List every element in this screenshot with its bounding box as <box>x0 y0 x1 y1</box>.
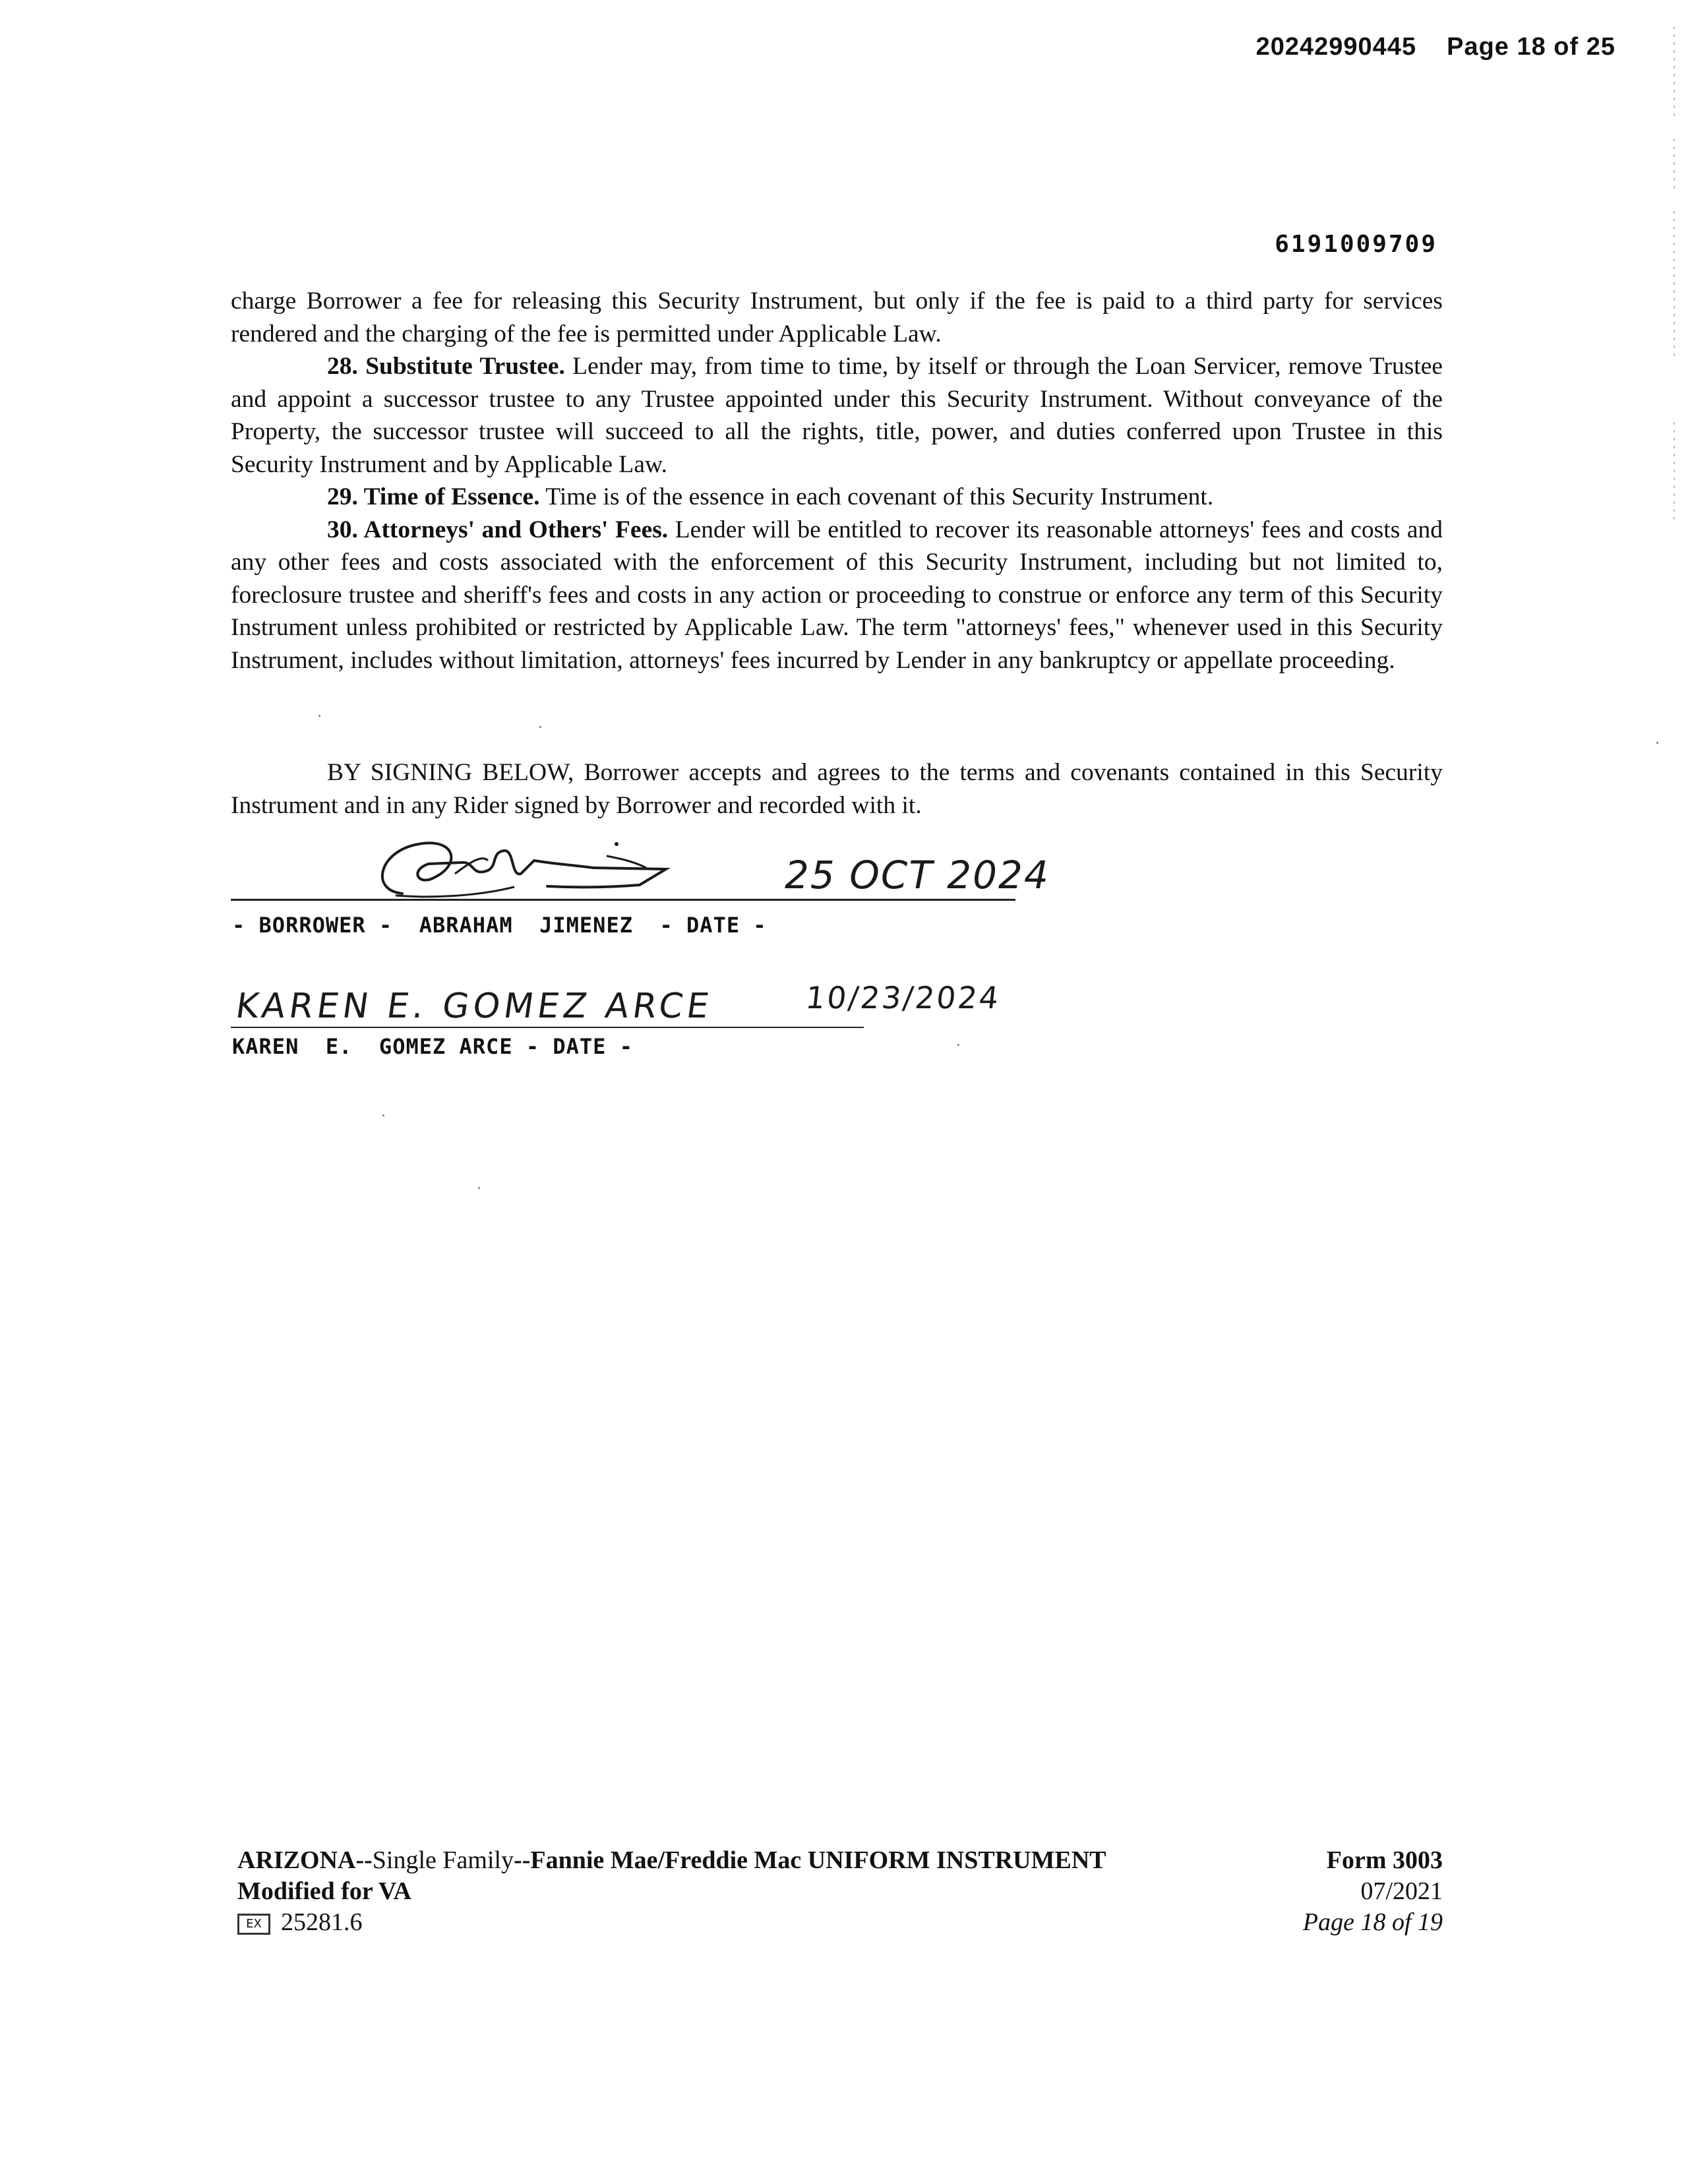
scan-speck <box>539 726 541 728</box>
scan-speck <box>382 1114 384 1116</box>
section-30-text: Lender will be entitled to recover its reasonable attorneys' fees and costs and any other fees and costs associated with the enforcement of this Security Instrument, including but not limited to, foreclosure trustee and sheriff's fees and costs in any action or proceeding to construe or enforce any term of this Security Instrument unless prohibited or restricted by Applicable Law. The term "attorneys' fees," whenever used in this Security Instrument, includes without limitation, attorneys' fees incurred by Lender in any bankruptcy or appellate proceeding. <box>231 516 1443 674</box>
footer-state: ARIZONA <box>237 1846 356 1874</box>
section-30 <box>231 514 1443 677</box>
footer-instrument: Fannie Mae/Freddie Mac UNIFORM INSTRUMENT <box>530 1846 1106 1874</box>
scan-edge-mark <box>1673 26 1675 119</box>
borrower-1-signature-line <box>231 899 1015 901</box>
footer-form-page-text: Page 18 of 19 <box>1302 1908 1443 1936</box>
scan-speck <box>318 715 320 717</box>
footer-doc-code: 25281.6 <box>281 1908 363 1936</box>
section-29 <box>231 481 1443 514</box>
borrower-signature-1 <box>356 824 725 910</box>
signing-statement <box>231 756 1443 822</box>
scan-speck <box>957 1044 959 1046</box>
footer-form-page <box>1303 1907 1443 1938</box>
borrower-2-label: KAREN E. GOMEZ ARCE - DATE - <box>232 1034 633 1059</box>
section-30-heading: 30. Attorneys' and Others' Fees. <box>327 516 669 543</box>
footer-form-number <box>1303 1845 1443 1876</box>
borrower-2-signature-line <box>231 1027 864 1028</box>
borrower-1-label: - BORROWER - ABRAHAM JIMENEZ - DATE - <box>232 913 767 938</box>
scan-speck <box>478 1187 480 1189</box>
recording-page-label: Page 18 of 25 <box>1447 33 1615 61</box>
signing-statement-text: BY SIGNING BELOW, Borrower accepts and agrees to the terms and covenants contained in this Security Instrument and in any Rider signed by Borrower and recorded with it. <box>231 759 1443 819</box>
loan-number: 6191009709 <box>1275 231 1437 258</box>
scan-edge-mark <box>1673 422 1675 521</box>
recording-number: 20242990445 <box>1255 33 1417 61</box>
section-28-heading: 28. Substitute Trustee. <box>327 353 565 380</box>
footer-family: Single Family <box>372 1846 514 1874</box>
document-body <box>231 285 1443 677</box>
footer-modified <box>237 1876 1106 1907</box>
section-29-text: Time is of the essence in each covenant of this Security Instrument. <box>539 483 1214 510</box>
recording-header <box>1256 33 1615 61</box>
footer-form-number-text: Form 3003 <box>1326 1846 1443 1874</box>
borrower-2-handwritten-date: 10/23/2024 <box>804 980 1002 1016</box>
scan-edge-mark <box>1673 211 1675 356</box>
section-29-heading: 29. Time of Essence. <box>327 483 540 510</box>
footer-sep-1: -- <box>355 1846 373 1874</box>
ex-icon: EX <box>237 1914 270 1935</box>
scan-speck <box>1656 742 1658 744</box>
form-footer-right <box>1303 1845 1443 1938</box>
section-28-text: Lender may, from time to time, by itself or through the Loan Servicer, remove Trustee and appoint a successor trustee to any Trustee appointed under this Security Instrument. Without conveyance of the Property, the successor trustee will succeed to all the rights, title, power, and duties conferred upon Trustee in this Security Instrument and by Applicable Law. <box>231 353 1443 478</box>
footer-doc-code-line <box>237 1907 1106 1938</box>
scan-edge-mark <box>1673 138 1675 191</box>
section-28 <box>231 350 1443 481</box>
footer-instrument-line <box>237 1845 1106 1876</box>
continuation-paragraph: charge Borrower a fee for releasing this Security Instrument, but only if the fee is paid to a third party for services rendered and the charging of the fee is permitted under Applicable Law. <box>231 288 1443 348</box>
form-footer-left <box>237 1845 1106 1938</box>
footer-form-date: 07/2021 <box>1360 1877 1443 1905</box>
footer-sep-2: -- <box>514 1846 531 1874</box>
borrower-1-handwritten-date: 25 OCT 2024 <box>785 853 1050 897</box>
footer-modified-text: Modified for VA <box>237 1877 411 1905</box>
borrower-2-handwritten-signature: KAREN E. GOMEZ ARCE <box>233 986 715 1026</box>
